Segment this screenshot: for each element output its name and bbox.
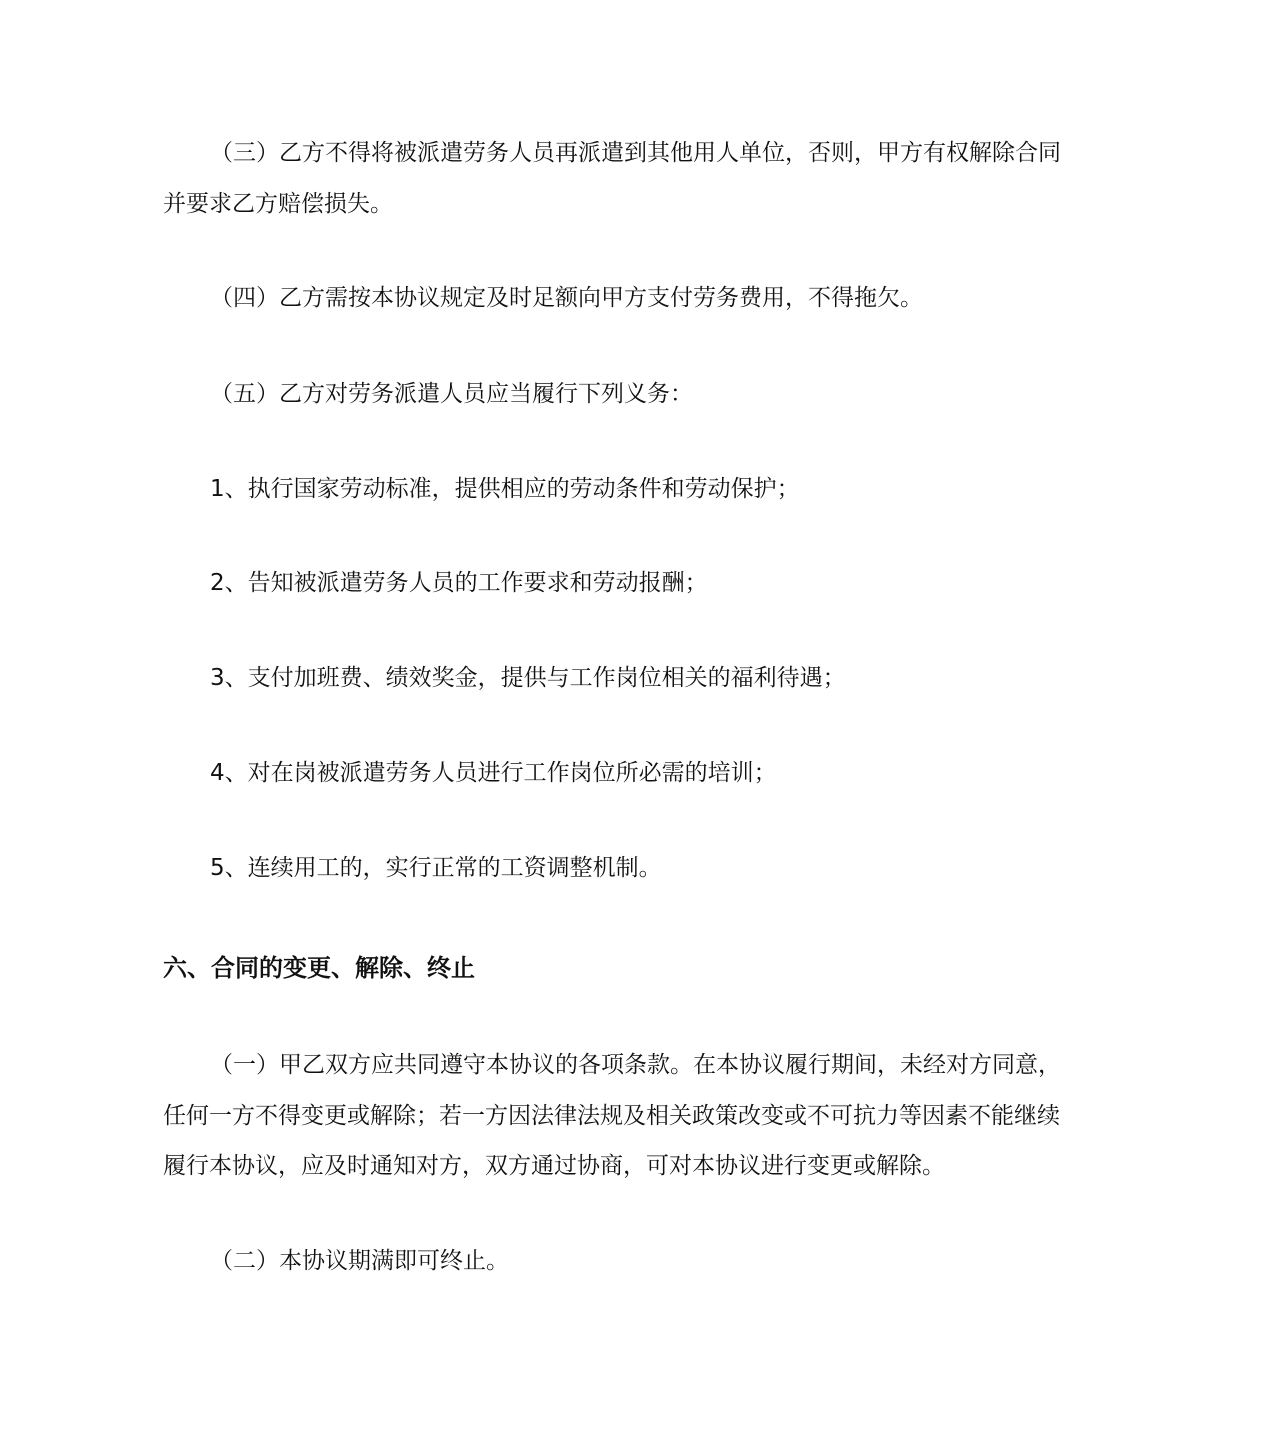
clause-3-line-1: （三）乙方不得将被派遣劳务人员再派遣到其他用人单位，否则，甲方有权解除合同 <box>210 140 1061 166</box>
section-6-p1-line-2: 任何一方不得变更或解除；若一方因法律法规及相关政策改变或不可抗力等因素不能继续 <box>163 1103 1060 1129</box>
clause-5: （五）乙方对劳务派遣人员应当履行下列义务： <box>210 381 693 407</box>
duty-item-4: 4、对在岗被派遣劳务人员进行工作岗位所必需的培训； <box>210 760 777 786</box>
clause-3-line-2: 并要求乙方赔偿损失。 <box>163 191 393 217</box>
duty-item-2: 2、告知被派遣劳务人员的工作要求和劳动报酬； <box>210 570 708 596</box>
section-6-p1-line-3: 履行本协议，应及时通知对方，双方通过协商，可对本协议进行变更或解除。 <box>163 1153 945 1179</box>
clause-4: （四）乙方需按本协议规定及时足额向甲方支付劳务费用，不得拖欠。 <box>210 285 923 311</box>
duty-item-3: 3、支付加班费、绩效奖金，提供与工作岗位相关的福利待遇； <box>210 665 846 691</box>
duty-item-5: 5、连续用工的，实行正常的工资调整机制。 <box>210 855 662 881</box>
section-6-p2: （二）本协议期满即可终止。 <box>210 1248 509 1274</box>
section-6-p1-line-1: （一）甲乙双方应共同遵守本协议的各项条款。在本协议履行期间，未经对方同意， <box>210 1052 1061 1078</box>
section-6-heading: 六、合同的变更、解除、终止 <box>163 954 475 982</box>
duty-item-1: 1、执行国家劳动标准，提供相应的劳动条件和劳动保护； <box>210 476 800 502</box>
